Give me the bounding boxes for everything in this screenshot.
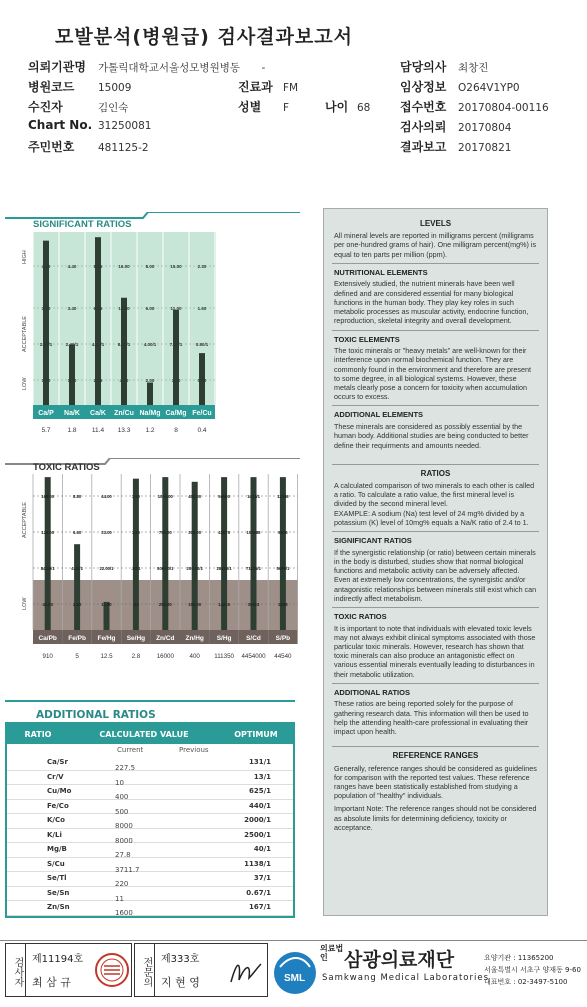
sig-scale-label: 6.00 [145, 306, 155, 311]
sml-logo-icon [272, 949, 318, 997]
tox-value-label: 16000 [156, 653, 174, 660]
sig-scale-label: 2.25 [93, 378, 103, 383]
add-table-row [7, 887, 293, 902]
tox-scale-label: 8.80 [73, 494, 82, 499]
clinical-value: O264V1YP0 [458, 82, 520, 94]
sig-scale-label: 3.00 [171, 378, 181, 383]
additional-ratios-table [5, 722, 295, 918]
sig-value-label: 8 [174, 427, 178, 434]
sig-y-high: HIGH [22, 250, 28, 264]
patient-label: 수진자 [28, 100, 63, 114]
sig-category-label: Ca/Mg [165, 410, 187, 417]
add-table-row [7, 843, 293, 858]
sig-bar [147, 383, 153, 405]
sig-scale-label: 4.80 [41, 264, 51, 269]
request-label: 검사의뢰 [400, 120, 447, 134]
sig-scale-label: 16.00 [118, 264, 130, 269]
add-row-optimum: 40/1 [253, 845, 271, 853]
tox-value-label: 910 [42, 653, 53, 660]
sig-scale-label: 0.80 [197, 378, 207, 383]
tox-bar [45, 477, 51, 630]
tox-chart-title: TOXIC RATIOS [33, 462, 100, 473]
tox-scale-label: 5696/1 [276, 566, 290, 571]
org-phone: 대표번호 : 02-3497-5100 [484, 977, 568, 986]
add-table-row [7, 872, 293, 887]
sig-category-label: Na/K [64, 410, 80, 417]
age-value: 68 [357, 102, 371, 114]
add-row-ratio: Fe/Co [47, 801, 69, 810]
sig-scale-label: 4.25/1 [91, 342, 105, 347]
add-row-current: 8000 [115, 836, 133, 845]
sig-value-label: 1.8 [67, 427, 77, 434]
tox-ratios-title: TOXIC RATIOS [334, 611, 387, 621]
toxic-ratios-chart [0, 458, 300, 688]
tox-bar [74, 544, 80, 630]
header-right [400, 58, 549, 158]
add-row-current: 227.5 [115, 764, 136, 772]
code-label: 병원코드 [28, 80, 75, 94]
sml-logo-text: SML [284, 973, 306, 984]
nutritional-title: NUTRITIONAL ELEMENTS [334, 267, 428, 277]
sig-scale-label: 4.00 [119, 378, 129, 383]
add-ratios-title: ADDITIONAL RATIOS [33, 709, 159, 721]
add-row-current: 3711.7 [115, 865, 140, 874]
sig-scale-label: 15.00 [170, 264, 182, 269]
sig-value-label: 0.4 [197, 427, 207, 434]
add-row-ratio: K/Li [47, 830, 62, 839]
tox-category-label: S/Hg [216, 635, 232, 642]
add-row-optimum: 37/1 [253, 874, 271, 882]
add-row-current: 8000 [115, 822, 133, 830]
chart-no-label: Chart No. [28, 118, 93, 132]
specialist-no: 제333호 [161, 954, 200, 965]
ratios-title: RATIOS [420, 468, 451, 478]
sex-value: F [283, 102, 290, 114]
sig-scale-label: 4.00/1 [143, 342, 157, 347]
tox-scale-label: 4.40/1 [71, 566, 83, 571]
request-value: 20170804 [458, 122, 512, 134]
org-small-label: 의료법인 [320, 944, 344, 962]
sig-title-frame [5, 212, 300, 218]
tox-value-label: 2.8 [131, 653, 141, 660]
tox-bar [133, 479, 139, 630]
tox-value-label: 5 [75, 653, 79, 660]
add-row-optimum: 2000/1 [244, 816, 271, 824]
org-label: 의뢰기관명 [28, 60, 86, 74]
add-row-optimum: 440/1 [248, 801, 271, 810]
tox-category-label: Fe/Hg [97, 635, 116, 642]
sig-scale-label: 8.25 [93, 264, 103, 269]
tox-scale-label: 1000.00 [157, 494, 173, 499]
add-row-ratio: Se/Tl [47, 874, 67, 882]
doctor-label: 담당의사 [400, 60, 447, 74]
tox-bar [251, 477, 257, 630]
ref-ranges-text: Generally, reference ranges should be considered as guidelines for comparison with the reported test values. These reference ranges have been statistically established from studying a population of "healthy" individuals. [334, 763, 537, 801]
org-contact [484, 953, 581, 989]
org-english-name: Samkwang Medical Laboratories [322, 973, 490, 983]
tox-category-label: Fe/Pb [68, 635, 86, 642]
report-title: 모발분석(병원급) 검사결과보고서 [55, 26, 353, 48]
tox-value-label: 44540 [274, 653, 292, 660]
add-row-ratio: Mg/B [47, 845, 67, 853]
add-table-row [7, 771, 293, 786]
significant-ratios-chart [0, 212, 300, 452]
sig-value-label: 11.4 [91, 427, 105, 434]
add-table-row [7, 858, 293, 873]
sig-scale-label: 1.60 [41, 378, 51, 383]
tox-scale-label: .80/1 [131, 566, 141, 571]
footer [0, 940, 587, 1007]
tox-scale-label: 28450/1 [216, 566, 232, 571]
toxic-title: TOXIC ELEMENTS [334, 334, 400, 344]
sig-ratios-title: SIGNIFICANT RATIOS [334, 536, 412, 546]
levels-title: LEVELS [419, 219, 452, 228]
tox-ratios-text: It is important to note that individuals with elevated toxic levels may not always exhibit clinical symptoms associated with those particular toxic minerals. However, research has shown that toxic minerals can also produce an antagonistic effect on various essential minerals eventually leading to disturbances in their metabolic utilization. [334, 623, 536, 679]
add-table-row [7, 785, 293, 800]
add-row-optimum: 2500/1 [244, 830, 271, 839]
tox-category-label: Zn/Cd [156, 635, 175, 642]
tox-category-label: S/Pb [275, 635, 291, 642]
additional-text: These minerals are considered as possibly essential by the human body. Additional studies are being conducted to better define their requirments and amounts needed. [334, 422, 529, 450]
specialist-label: 전문의 [135, 944, 155, 996]
tox-scale-label: 2848 [278, 602, 288, 607]
receipt-label: 접수번호 [400, 100, 447, 114]
sig-category-label: Zn/Cu [114, 410, 134, 417]
add-row-current: 11 [115, 894, 124, 903]
sig-value-label: 13.3 [117, 427, 131, 434]
tox-scale-label: 200.00/1 [186, 566, 203, 571]
result-label: 결과보고 [400, 140, 447, 154]
tox-scale-label: 44.00 [101, 494, 112, 499]
important-note: Important Note: The reference ranges should not be considered as absolute limits for determining deficiency, toxicity or acceptance. [334, 804, 537, 832]
ref-ranges-title: REFERENCE RANGES [392, 751, 479, 761]
tox-scale-label: 2.20 [73, 602, 82, 607]
sig-scale-label: 0.80/1 [195, 342, 209, 347]
sig-scale-label: 2.40/1 [65, 342, 79, 347]
add-row-ratio: Se/Sn [47, 888, 70, 897]
add-row-current: 220 [115, 880, 129, 888]
add-row-current: 10 [115, 778, 124, 787]
add-row-ratio: Ca/Sr [47, 758, 68, 766]
examiner-name: 최 삼 규 [32, 976, 71, 989]
tox-bar [192, 482, 198, 630]
tox-y-acceptable: ACCEPTABLE [22, 502, 28, 538]
dept-value: FM [283, 82, 299, 94]
tox-scale-label: 250.00 [158, 602, 172, 607]
sig-category-label: Ca/K [90, 410, 106, 417]
examiner-label: 검사자 [6, 944, 26, 996]
tox-value-label: 400 [189, 653, 200, 660]
add-row-current: 500 [115, 807, 129, 816]
additional-title: ADDITIONAL ELEMENTS [334, 410, 424, 420]
tox-scale-label: 11368 [277, 494, 289, 499]
tox-scale-label: 6.60 [73, 530, 82, 535]
agency-no: 요양기관 : 11365200 [484, 954, 554, 962]
add-row-current: 400 [115, 793, 129, 801]
tox-scale-label: 126.00 [41, 530, 55, 535]
tox-bar [280, 477, 286, 630]
add-ratios-exp-title: ADDITIONAL RATIOS [334, 687, 410, 697]
tox-scale-label: 500.00/1 [157, 566, 174, 571]
dept-label: 진료과 [238, 80, 273, 94]
add-row-optimum: 1138/1 [244, 859, 271, 868]
tox-bar [221, 477, 227, 630]
sig-scale-label: 1.60 [197, 306, 207, 311]
specialist-box [134, 943, 268, 997]
ratios-text: A calculated comparison of two minerals to each other is called a ratio. To calculate a ratio value, the first mineral level is divided by the second mineral level. [334, 480, 535, 509]
org-dash: - [261, 62, 266, 74]
col-optimum: OPTIMUM [234, 729, 278, 739]
tox-scale-label: 11.00 [101, 602, 112, 607]
tox-scale-label: 56900 [218, 494, 230, 499]
tox-scale-label: 14225 [218, 602, 230, 607]
sig-scale-label: 2.30 [197, 264, 207, 269]
chart-no-value: 31250081 [98, 120, 152, 132]
add-row-ratio: Cu/Mo [47, 787, 72, 795]
add-table-row [7, 814, 293, 829]
add-subheader [7, 744, 293, 756]
add-row-optimum: 13/1 [253, 772, 271, 781]
sig-scale-label: 3.40 [67, 306, 77, 311]
sig-scale-label: 8.00/1 [117, 342, 131, 347]
sig-scale-label: 7.00/1 [169, 342, 183, 347]
tox-category-label: Zn/Hg [185, 635, 204, 642]
sig-scale-label: 12.00 [118, 306, 130, 311]
add-row-optimum: 0.67/1 [246, 888, 271, 897]
sig-category-label: Fe/Cu [192, 410, 212, 417]
add-table-row [7, 901, 293, 916]
sig-category-label: Ca/P [38, 410, 54, 417]
levels-text: All mineral levels are reported in milligrams percent (milligrams per one-hundred grams of hair). One milligram percent(mg%) is equal to ten parts per million (ppm). [334, 231, 537, 259]
tox-scale-label: 71125/1 [246, 566, 261, 571]
header-left [28, 58, 265, 158]
tox-scale-label: 22.00/1 [99, 566, 114, 571]
tox-y-low: LOW [22, 597, 28, 610]
tox-value-label: 4454000 [241, 653, 266, 660]
doctor-value: 최창진 [458, 62, 489, 74]
sig-scale-label: 11.00 [170, 306, 182, 311]
sig-y-acceptable: ACCEPTABLE [22, 316, 28, 352]
examiner-seal-icon [94, 952, 130, 988]
org-name: 삼광의료재단 [344, 949, 455, 971]
tox-category-label: Se/Hg [126, 635, 146, 642]
sig-scale-label: 1.40 [67, 378, 77, 383]
sig-bar [173, 310, 179, 405]
tox-value-label: 111350 [214, 653, 234, 660]
add-table-header [7, 724, 293, 744]
add-table-row [7, 829, 293, 844]
add-row-optimum: 167/1 [248, 903, 271, 911]
col-ratio: RATIO [24, 729, 52, 739]
tox-category-label: S/Cd [246, 635, 261, 642]
result-value: 20170821 [458, 142, 512, 154]
tox-scale-label: 84.00/1 [40, 566, 55, 571]
examiner-no: 제11194호 [32, 954, 84, 965]
add-table-row [7, 756, 293, 771]
tox-value-label: 12.5 [100, 653, 113, 660]
org-value: 가톨릭대학교서울성모병원병동 [98, 62, 241, 74]
age-label: 나이 [325, 100, 349, 114]
tox-scale-label: 168.00 [41, 494, 55, 499]
add-row-ratio: Zn/Sn [47, 903, 70, 911]
specialist-name: 지 현 영 [161, 976, 200, 989]
sig-scale-label: 6.25 [93, 306, 103, 311]
clinical-label: 임상정보 [400, 80, 447, 94]
tox-scale-label: 400.00 [188, 494, 202, 499]
receipt-value: 20170804-00116 [458, 102, 549, 114]
add-row-optimum: 625/1 [248, 787, 271, 795]
explanation-panel [323, 208, 548, 916]
col-previous: Previous [179, 746, 209, 754]
code-value: 15009 [98, 82, 132, 94]
sig-category-label: Na/Mg [139, 410, 161, 417]
sig-bar [69, 344, 75, 405]
sig-scale-label: 3.20 [41, 306, 51, 311]
add-ratios-text: These ratios are being reported solely for the purpose of gathering research data. This information will then be used to help the attending health-care professional in evaluating their impact upon health. [334, 699, 529, 737]
org-address: 서울특별시 서초구 양재동 9-60 [484, 965, 581, 974]
sig-chart-title: SIGNIFICANT RATIOS [33, 219, 132, 230]
patient-value: 김인숙 [98, 102, 129, 114]
sex-label: 성별 [238, 100, 262, 114]
add-row-ratio: S/Cu [47, 859, 65, 868]
sig-value-label: 1.2 [145, 427, 155, 434]
col-calculated: CALCULATED VALUE [99, 729, 189, 739]
header-middle [238, 78, 370, 118]
tox-scale-label: 8526 [278, 530, 288, 535]
sig-scale-label: 2.00 [145, 378, 155, 383]
add-row-current: 1600 [115, 909, 133, 917]
sig-ratios-text: If the synergistic relationship (or ratio) between certain minerals in the body is disturbed, studies show that normal biological functions and metabolic activity can be adversely affected. Even at extremely low concentrations, the synergistic and/or antagonistic relationships between minerals still exist which can indirectly affect metabolism. [334, 547, 537, 603]
ratios-example: EXAMPLE: A sodium (Na) test level of 24 mg% divided by a potassium (K) level of 10mg% equals a Na/K ratio of 2.4 to 1. [334, 508, 529, 527]
examiner-box [5, 943, 132, 997]
tox-scale-label: 35563 [247, 602, 260, 607]
col-current: Current [117, 746, 144, 754]
tox-scale-label: 1423/1 [247, 494, 260, 499]
tox-scale-label: 106688 [246, 530, 261, 535]
tox-category-label: Ca/Pb [38, 635, 57, 642]
tox-bar [162, 477, 168, 630]
toxic-text: The toxic minerals or "heavy metals" are well-known for their interference upon normal biochemical function. They are commonly found in the environment and therefore are present to some degree, in all biological systems. However, these metals clearly pose a concern for toxicity when accumulation occurs to excess. [334, 346, 531, 402]
sig-scale-label: 4.40 [67, 264, 77, 269]
add-row-ratio: K/Co [47, 816, 65, 824]
tox-scale-label: 1.20 [131, 530, 140, 535]
nutritional-text: Extensively studied, the nutrient minerals have been well defined and are considered essential for many biological functions in the human body. They play key roles in such metabolic processes as muscular activity, endocrine function, reproduction, skeletal integrity and overall development. [334, 279, 529, 326]
sig-value-label: 5.7 [41, 427, 51, 434]
add-table-row [7, 800, 293, 815]
sig-scale-label: 2.55/1 [39, 342, 53, 347]
tox-scale-label: 33.00 [101, 530, 112, 535]
add-row-optimum: 131/1 [248, 758, 271, 766]
sig-y-low: LOW [22, 377, 28, 390]
tox-scale-label: 42.00 [42, 602, 53, 607]
add-row-ratio: Cr/V [47, 772, 64, 781]
specialist-signature-icon [225, 954, 265, 988]
rrn-label: 주민번호 [28, 140, 75, 154]
tox-scale-label: .40 [132, 602, 139, 607]
tox-scale-label: 750.00 [158, 530, 172, 535]
tox-scale-label: 42675 [218, 530, 230, 535]
rrn-value: 481125-2 [98, 142, 149, 154]
sig-scale-label: 8.00 [145, 264, 155, 269]
add-rows [7, 756, 293, 916]
tox-scale-label: 300.00 [188, 530, 202, 535]
tox-scale-label: 100.00 [188, 602, 202, 607]
tox-scale-label: 1.60 [131, 494, 140, 499]
add-row-current: 27.8 [115, 851, 131, 859]
sig-bar [121, 298, 127, 405]
